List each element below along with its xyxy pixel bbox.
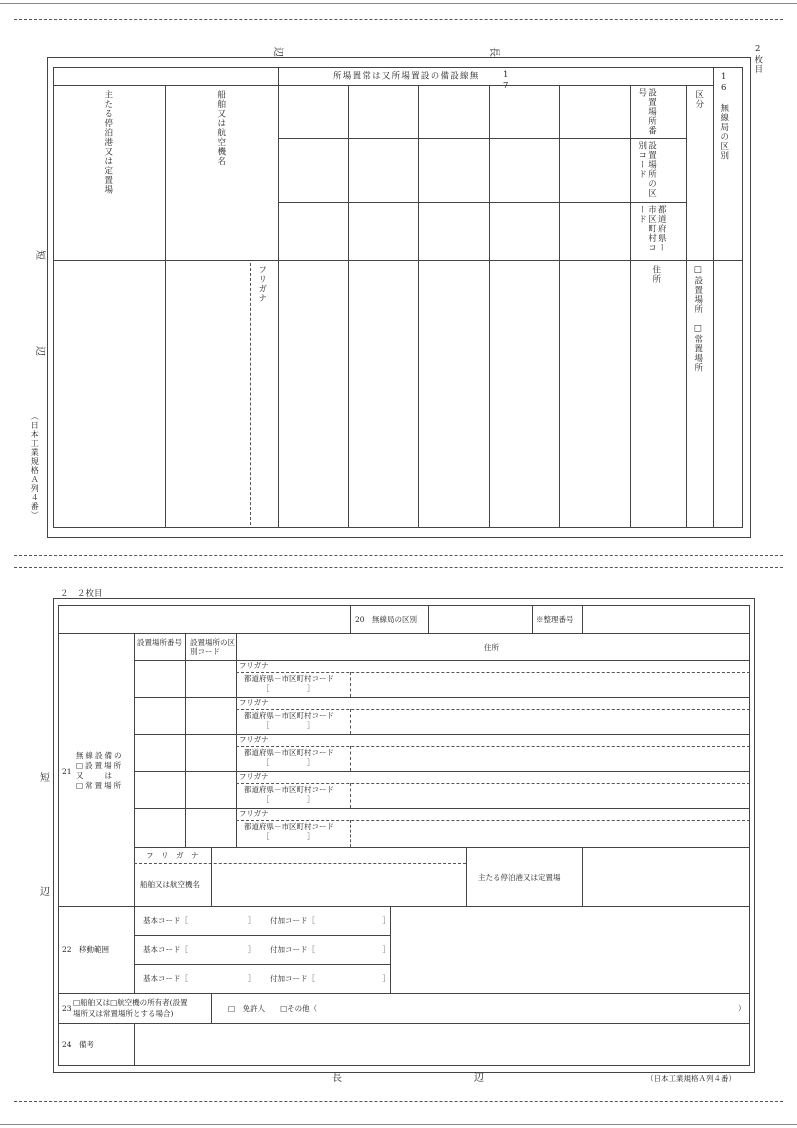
item20-seiri-bango: ※整理番号	[536, 615, 574, 624]
bottom-long-edge-2: 辺	[474, 1073, 484, 1084]
short-edge-mark-2: 辺	[34, 346, 45, 356]
long-edge-mark-2: 辺	[272, 47, 283, 57]
sheet-number: 2枚目	[752, 44, 763, 74]
jis-note: （日本工業規格Ａ列４番）	[30, 412, 40, 520]
item23-label-line2: 場所又は常置場所とする場合)	[73, 1009, 174, 1018]
pref-city-code-brackets: ［ ］	[262, 684, 315, 693]
item16-col-todofuken-code: 都道府県ー市区町村コード	[636, 205, 667, 253]
bottom-inner-frame	[58, 605, 750, 1066]
item23-options: □ 免許人 □その他（	[228, 1004, 318, 1013]
pref-city-code-brackets: ［ ］	[262, 795, 315, 804]
item21-furigana2: フ リ ガ ナ	[146, 851, 199, 860]
item16-col-jusho: 住所	[650, 265, 661, 284]
item21-label-2: □設置場所	[76, 761, 124, 770]
item23-close-paren: ）	[738, 1004, 746, 1013]
item21-col-setti-bango: 設置場所番号	[137, 638, 182, 647]
item21-home-port: 主たる停泊港又は定置場	[478, 873, 561, 882]
item16-kubun: 区分	[693, 90, 704, 109]
pref-city-code-brackets: ［ ］	[262, 721, 315, 730]
furigana-label: フリガナ	[239, 698, 269, 707]
item21-col-jusho: 住所	[484, 643, 499, 652]
item17-furigana: フリガナ	[256, 265, 267, 303]
item17-number: 17	[500, 70, 511, 92]
item21-vessel-name: 船舶又は航空機名	[140, 880, 200, 889]
pref-city-code-label: 都道府県－市区町村コード	[244, 711, 334, 720]
long-edge-mark-1: 長	[488, 47, 499, 57]
item23-label-line1: □船舶又は□航空機の所有者(設置	[73, 998, 188, 1007]
item22-row3-basic: 基本コード［ ］	[143, 974, 256, 983]
short-edge-mark-1: 短	[34, 250, 45, 260]
item22-row1-additional: 付加コード［ ］	[270, 916, 390, 925]
item17-vessel-name: 船舶又は航空機名	[215, 90, 226, 166]
item16-kubun-options: □設置場所 □常置場所	[692, 265, 703, 373]
bottom-long-edge-1: 長	[332, 1073, 342, 1084]
item21-number: 21	[62, 767, 72, 776]
furigana-label: フリガナ	[239, 735, 269, 744]
furigana-label: フリガナ	[239, 809, 269, 818]
item22-row3-additional: 付加コード［ ］	[270, 974, 390, 983]
item22-label: 22 移動範囲	[62, 945, 110, 954]
furigana-label: フリガナ	[239, 772, 269, 781]
item21-col-kubetsu-code: 設置場所の区別コード	[190, 638, 235, 656]
item16-col-setti-bango: 設置場所番号	[636, 88, 657, 136]
pref-city-code-label: 都道府県－市区町村コード	[244, 674, 334, 683]
item21-label-1: 無線設備の	[76, 751, 124, 760]
pref-city-code-label: 都道府県－市区町村コード	[244, 785, 334, 794]
item23-number: 23	[62, 1004, 72, 1013]
bottom-short-edge-2: 辺	[40, 887, 50, 898]
item16-label: 16 無線局の区別	[718, 72, 729, 161]
bottom-jis-note: （日本工業規格Ａ列４番）	[646, 1074, 736, 1083]
item22-row2-basic: 基本コード［ ］	[143, 945, 256, 954]
item21-label-4: □常置場所	[76, 781, 124, 790]
item22-row1-basic: 基本コード［ ］	[143, 916, 256, 925]
item24-label: 24 備考	[62, 1040, 95, 1049]
bottom-short-edge-1: 短	[40, 773, 50, 784]
item17-home-port: 主たる停泊港又は定置場	[102, 90, 113, 195]
item20-label: 20 無線局の区別	[355, 615, 418, 624]
item22-row2-additional: 付加コード［ ］	[270, 945, 390, 954]
top-inner-frame	[53, 67, 743, 528]
item21-label-3: 又 は	[76, 771, 114, 780]
pref-city-code-label: 都道府県－市区町村コード	[244, 822, 334, 831]
pref-city-code-label: 都道府県－市区町村コード	[244, 748, 334, 757]
furigana-label: フリガナ	[239, 661, 269, 670]
pref-city-code-brackets: ［ ］	[262, 832, 315, 841]
item17-label: 無線設備の設置場所又は常置場所	[331, 71, 478, 81]
pref-city-code-brackets: ［ ］	[262, 758, 315, 767]
page-header: ２ ２枚目	[60, 589, 103, 599]
item16-col-kubetsu-code: 設置場所の区別コード	[636, 141, 657, 198]
